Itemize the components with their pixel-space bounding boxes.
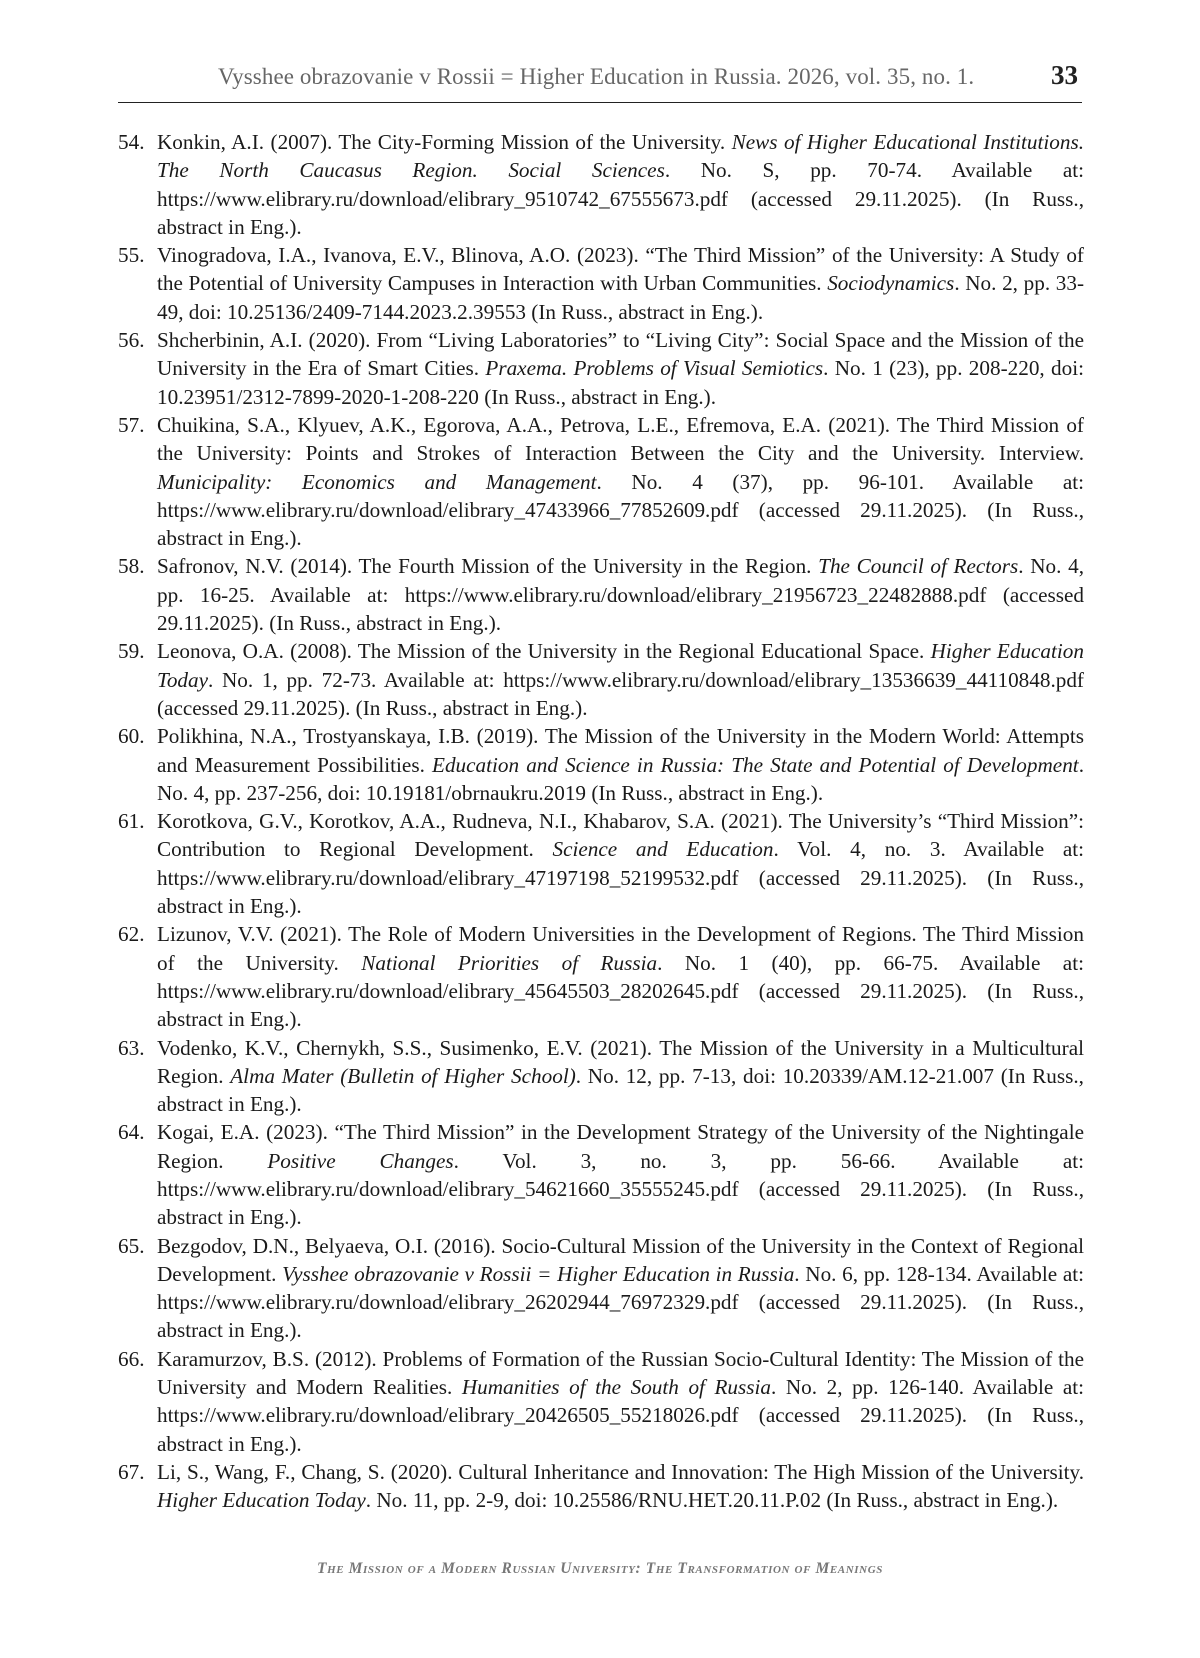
reference-item [118,326,1084,411]
reference-source: Higher Education Today [157,1488,366,1513]
reference-source: The Council of Rectors [818,554,1019,579]
reference-item [118,1345,1084,1458]
reference-text: Li, S., Wang, F., Chang, S. (2020). Cultural Inheritance and Innovation: The High Mission of the University. [157,1459,1084,1484]
reference-source: Higher Education Today [157,639,1084,692]
reference-item [118,128,1084,241]
reference-source: Praxema. Problems of Visual Semiotics [485,356,824,381]
reference-number: 63. [118,1035,145,1060]
reference-item [118,920,1084,1033]
journal-title: Vysshee obrazovanie v Rossii = Higher Education in Russia. 2026, vol. 35, no. 1. [218,64,975,89]
reference-text: Bezgodov, D.N., Belyaeva, O.I. (2016). Socio-Cultural Mission of the University in the Context of Regional Development. [157,1233,1084,1286]
reference-source: Sociodynamics [827,271,955,296]
reference-text: Vodenko, K.V., Chernykh, S.S., Susimenko, E.V. (2021). The Mission of the University in a Multicultural Region. [157,1035,1084,1088]
reference-item [118,241,1084,326]
reference-list [118,128,1084,1515]
reference-text: Chuikina, S.A., Klyuev, A.K., Egorova, A.A., Petrova, L.E., Efremova, E.A. (2021). The Third Mission of the University: Points and Strokes of Interaction Between the City and the University. Interview. [157,412,1084,466]
reference-number: 58. [118,554,145,579]
reference-source: News of Higher Educational Institutions. The North Caucasus Region. Social Sciences [157,130,1084,183]
reference-details: . No. 2, pp. 126-140. Available at: https://www.elibrary.ru/download/elibrary_20426505_55218026.pdf (accessed 29.11.2025). (In Russ., abstract in Eng.). [157,1375,1084,1456]
reference-details: . No. 1, pp. 72-73. Available at: https://www.elibrary.ru/download/elibrary_13536639_44110848.pdf (accessed 29.11.2025). (In Russ., abstract in Eng.). [157,667,1084,720]
reference-item [118,1118,1084,1231]
reference-item [118,1458,1084,1515]
reference-number: 55. [118,243,145,268]
reference-details: . No. 2, pp. 33-49, doi: 10.25136/2409-7144.2023.2.39553 (In Russ., abstract in Eng.). [157,271,1084,324]
reference-text: Vinogradova, I.A., Ivanova, E.V., Blinova, A.O. (2023). “The Third Mission” of the University: A Study of the Potential of University Campuses in Interaction with Urban Communities. [157,243,1084,296]
reference-number: 66. [118,1346,145,1371]
reference-text: Leonova, O.A. (2008). The Mission of the University in the Regional Educational Space. [157,639,931,664]
page-number: 33 [1051,60,1078,90]
reference-source: Municipality: Economics and Management [157,469,597,494]
reference-number: 67. [118,1459,145,1484]
reference-item [118,722,1084,807]
page-header [118,58,1082,103]
reference-text: Karamurzov, B.S. (2012). Problems of Formation of the Russian Socio-Cultural Identity: The Mission of the University and Modern Realities. [157,1346,1084,1400]
reference-source: Positive Changes [267,1148,454,1173]
reference-details: . No. 4, pp. 16-25. Available at: https://www.elibrary.ru/download/elibrary_21956723_22482888.pdf (accessed 29.11.2025). (In Russ., abstract in Eng.). [157,554,1084,636]
reference-details: . No. 12, pp. 7-13, doi: 10.20339/AM.12-21.007 (In Russ., abstract in Eng.). [157,1063,1084,1117]
reference-details: . No. 1 (40), pp. 66-75. Available at: https://www.elibrary.ru/download/elibrary_45645503_28202645.pdf (accessed 29.11.2025). (In Russ., abstract in Eng.). [157,950,1084,1032]
reference-number: 57. [118,412,145,437]
reference-item [118,807,1084,920]
reference-number: 61. [118,809,145,834]
running-footer: The Mission of a Modern Russian University: The Transformation of Meanings [317,1560,883,1577]
reference-number: 64. [118,1120,145,1145]
reference-source: Vysshee obrazovanie v Rossii = Higher Education in Russia [282,1261,795,1286]
reference-number: 54. [118,130,145,154]
reference-text: Konkin, A.I. (2007). The City-Forming Mission of the University. [157,130,732,154]
reference-number: 62. [118,922,145,947]
reference-details: . No. 4 (37), pp. 96-101. Available at: https://www.elibrary.ru/download/elibrary_47433966_77852609.pdf (accessed 29.11.2025). (In Russ., abstract in Eng.). [157,469,1084,551]
reference-item [118,411,1084,552]
reference-source: Alma Mater (Bulletin of Higher School) [230,1063,576,1088]
reference-source: Science and Education [552,837,774,862]
reference-text: Shcherbinin, A.I. (2020). From “Living Laboratories” to “Living City”: Social Space and the Mission of the University in the Era of Smart Cities. [157,328,1084,381]
reference-number: 59. [118,639,145,664]
reference-text: Korotkova, G.V., Korotkov, A.A., Rudneva, N.I., Khabarov, S.A. (2021). The University’s “Third Mission”: Contribution to Regional Development. [157,809,1084,862]
reference-text: Lizunov, V.V. (2021). The Role of Modern Universities in the Development of Regions. The Third Mission of the University. [157,922,1084,975]
reference-details: . No. 11, pp. 2-9, doi: 10.25586/RNU.HET.20.11.P.02 (In Russ., abstract in Eng.). [365,1488,1059,1513]
reference-number: 56. [118,328,145,353]
reference-text: Polikhina, N.A., Trostyanskaya, I.B. (2019). The Mission of the University in the Modern World: Attempts and Measurement Possibilities. [157,724,1084,777]
reference-details: . Vol. 3, no. 3, pp. 56-66. Available at: https://www.elibrary.ru/download/elibrary_54621660_35555245.pdf (accessed 29.11.2025). (In Russ., abstract in Eng.). [157,1148,1084,1230]
reference-number: 65. [118,1233,145,1258]
reference-item [118,552,1084,637]
reference-item [118,1232,1084,1345]
reference-source: National Priorities of Russia [361,950,658,975]
reference-source: Education and Science in Russia: The State and Potential of Development [432,752,1079,777]
reference-details: . No. S, pp. 70-74. Available at: https://www.elibrary.ru/download/elibrary_9510742_67555673.pdf (accessed 29.11.2025). (In Russ., abstract in Eng.). [157,158,1085,239]
reference-text: Safronov, N.V. (2014). The Fourth Mission of the University in the Region. [157,554,819,579]
reference-details: . Vol. 4, no. 3. Available at: https://www.elibrary.ru/download/elibrary_47197198_52199532.pdf (accessed 29.11.2025). (In Russ., abstract in Eng.). [157,837,1084,919]
reference-details: . No. 4, pp. 237-256, doi: 10.19181/obrnaukru.2019 (In Russ., abstract in Eng.). [157,752,1084,805]
reference-number: 60. [118,724,145,749]
reference-source: Humanities of the South of Russia [461,1375,771,1400]
reference-details: . No. 6, pp. 128-134. Available at: https://www.elibrary.ru/download/elibrary_26202944_76972329.pdf (accessed 29.11.2025). (In Russ., abstract in Eng.). [157,1261,1084,1343]
reference-item [118,637,1084,722]
reference-text: Kogai, E.A. (2023). “The Third Mission” in the Development Strategy of the University of the Nightingale Region. [157,1120,1084,1173]
reference-item [118,1034,1084,1119]
reference-details: . No. 1 (23), pp. 208-220, doi: 10.23951/2312-7899-2020-1-208-220 (In Russ., abstract in Eng.). [157,356,1084,409]
